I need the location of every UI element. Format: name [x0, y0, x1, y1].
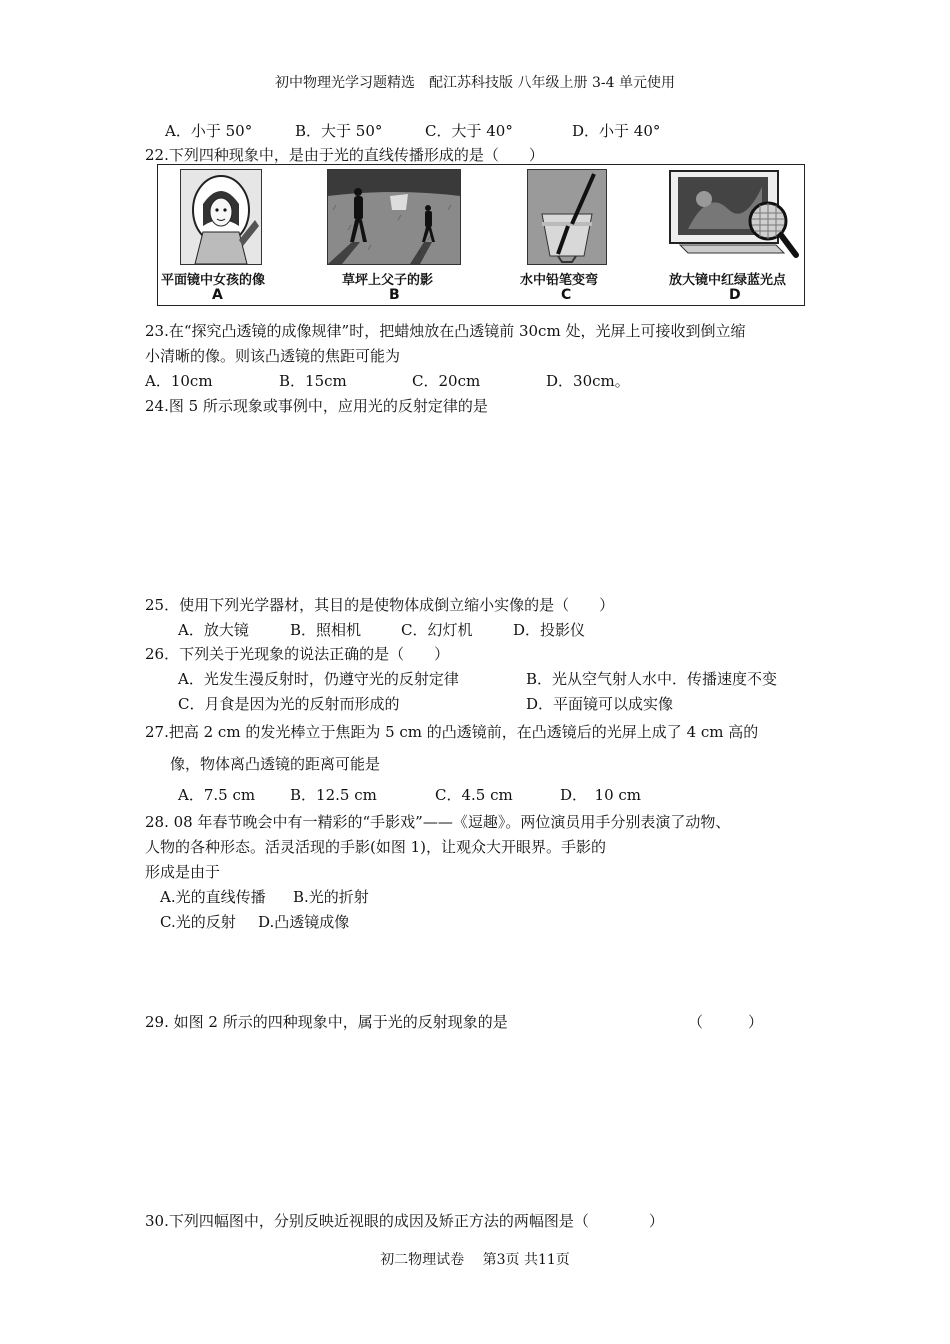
q23-line-2: 小清晰的像。则该凸透镜的焦距可能为: [145, 347, 401, 365]
q23-line-1: 23.在“探究凸透镜的成像规律”时，把蜡烛放在凸透镜前 30cm 处，光屏上可接收到倒立缩: [145, 322, 746, 340]
q21-option-d: D．小于 40°: [572, 122, 661, 140]
q22-letter-a: A: [212, 287, 223, 303]
q24-stem: 24.图 5 所示现象或事例中，应用光的反射定律的是: [145, 397, 488, 415]
q23-option-c: C．20cm: [412, 372, 481, 390]
q28-line-1: 28. 08 年春节晚会中有一精彩的“手影戏”——《逗趣》。两位演员用手分别表演了动物、: [145, 813, 731, 831]
q26-option-a: A．光发生漫反射时，仍遵守光的反射定律: [178, 670, 459, 688]
q25-stem: 25．使用下列光学器材，其目的是使物体成倒立缩小实像的是（ ）: [145, 596, 615, 614]
q26-option-d: D．平面镜可以成实像: [526, 695, 674, 713]
q27-option-d: D． 10 cm: [560, 786, 642, 804]
q21-option-b: B．大于 50°: [295, 122, 383, 140]
q27-line-2: 像，物体离凸透镜的距离可能是: [170, 755, 381, 773]
q28-option-d: D.凸透镜成像: [258, 913, 350, 931]
q22-caption-b: 草坪上父子的影: [342, 273, 434, 288]
q27-option-c: C．4.5 cm: [435, 786, 513, 804]
q23-option-d: D．30cm。: [546, 372, 630, 390]
magnifier-icon: [668, 169, 802, 263]
bent-pencil-icon: [527, 169, 607, 265]
mirror-girl-icon: [180, 169, 262, 265]
q27-option-b: B．12.5 cm: [290, 786, 377, 804]
q22-letter-b: B: [389, 287, 400, 303]
q28-option-c: C.光的反射: [160, 913, 236, 931]
q22-figure-panel: [157, 164, 805, 306]
q22-caption-a: 平面镜中女孩的像: [161, 273, 266, 288]
q25-option-b: B．照相机: [290, 621, 362, 639]
q27-option-a: A．7.5 cm: [178, 786, 256, 804]
q25-option-c: C．幻灯机: [401, 621, 473, 639]
q22-caption-c: 水中铅笔变弯: [520, 273, 599, 288]
page-footer: 初二物理试卷 第3页 共11页: [380, 1252, 570, 1268]
q28-option-b: B.光的折射: [293, 888, 369, 906]
q30-stem: 30.下列四幅图中，分别反映近视眼的成因及矫正方法的两幅图是（ ）: [145, 1212, 664, 1230]
q26-option-b: B．光从空气射人水中．传播速度不变: [526, 670, 778, 688]
q22-letter-c: C: [561, 287, 572, 303]
q21-option-c: C．大于 40°: [425, 122, 513, 140]
q22-stem: 22.下列四种现象中，是由于光的直线传播形成的是（ ）: [145, 146, 544, 164]
q25-option-d: D．投影仪: [513, 621, 586, 639]
q29-answer-blank: （ ）: [688, 1013, 764, 1031]
page-header: 初中物理光学习题精选 配江苏科技版 八年级上册 3-4 单元使用: [275, 75, 675, 91]
q26-option-c: C．月食是因为光的反射而形成的: [178, 695, 400, 713]
q21-option-a: A．小于 50°: [165, 122, 253, 140]
q28-option-a: A.光的直线传播: [160, 888, 266, 906]
q28-line-2: 人物的各种形态。活灵活现的手影(如图 1)，让观众大开眼界。手影的: [145, 838, 607, 856]
q29-stem: 29. 如图 2 所示的四种现象中，属于光的反射现象的是: [145, 1013, 508, 1031]
q22-caption-d: 放大镜中红绿蓝光点: [669, 273, 787, 288]
q23-option-b: B．15cm: [279, 372, 347, 390]
q27-line-1: 27.把高 2 cm 的发光棒立于焦距为 5 cm 的凸透镜前，在凸透镜后的光屏上成了 4 cm 高的: [145, 723, 759, 741]
lawn-shadow-icon: [327, 169, 461, 265]
q22-letter-d: D: [729, 287, 741, 303]
q28-line-3: 形成是由于: [145, 863, 221, 881]
q26-stem: 26．下列关于光现象的说法正确的是（ ）: [145, 645, 450, 663]
q25-option-a: A．放大镜: [178, 621, 249, 639]
q23-option-a: A．10cm: [145, 372, 213, 390]
